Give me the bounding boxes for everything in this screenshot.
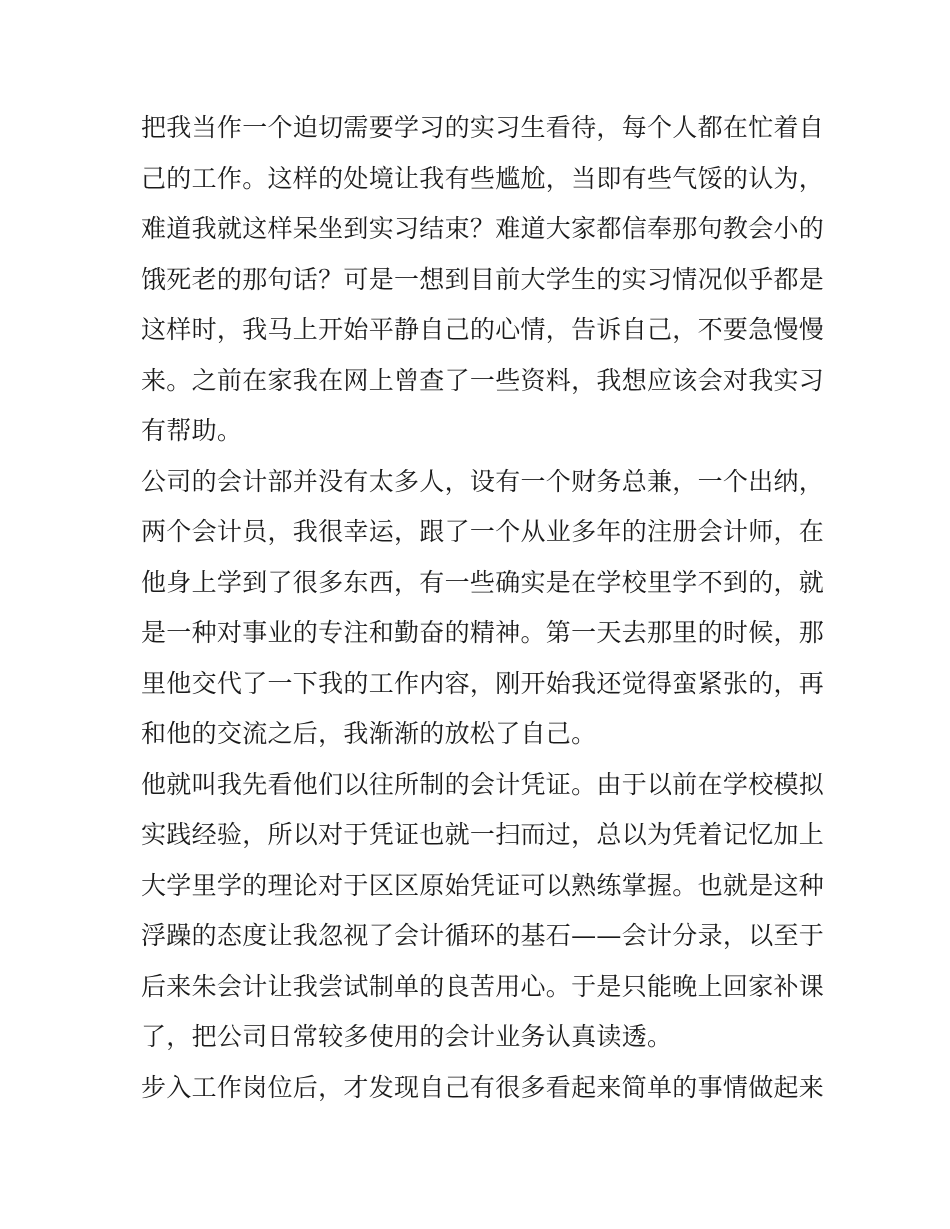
text-line: 把我当作一个迫切需要学习的实习生看待，每个人都在忙着自 bbox=[141, 113, 825, 142]
text-line: 来。之前在家我在网上曾查了一些资料，我想应该会对我实习 bbox=[141, 365, 825, 395]
text-line: 公司的会计部并没有太多人，设有一个财务总兼，一个出纳， bbox=[141, 466, 825, 496]
text-line: 大学里学的理论对于区区原始凭证可以熟练掌握。也就是这种 bbox=[141, 870, 825, 900]
text-line: 他就叫我先看他们以往所制的会计凭证。由于以前在学校模拟 bbox=[141, 769, 825, 799]
body-text bbox=[141, 103, 825, 1113]
text-line: 浮躁的态度让我忽视了会计循环的基石——会计分录，以至于 bbox=[141, 921, 825, 950]
text-line: 他身上学到了很多东西，有一些确实是在学校里学不到的，就 bbox=[141, 567, 825, 597]
text-line: 有帮助。 bbox=[141, 416, 243, 445]
text-line: 了，把公司日常较多使用的会计业务认真读透。 bbox=[141, 1022, 673, 1051]
text-line: 后来朱会计让我尝试制单的良苦用心。于是只能晚上回家补课 bbox=[141, 971, 825, 1001]
text-line: 实践经验，所以对于凭证也就一扫而过，总以为凭着记忆加上 bbox=[141, 820, 825, 849]
text-line: 和他的交流之后，我渐渐的放松了自己。 bbox=[141, 719, 597, 748]
text-line: 步入工作岗位后，才发现自己有很多看起来简单的事情做起来 bbox=[141, 1072, 825, 1102]
text-line: 难道我就这样呆坐到实习结束？难道大家都信奉那句教会小的 bbox=[141, 214, 825, 243]
text-line: 饿死老的那句话？可是一想到目前大学生的实习情况似乎都是 bbox=[141, 264, 825, 294]
text-line: 己的工作。这样的处境让我有些尴尬，当即有些气馁的认为， bbox=[141, 163, 825, 193]
text-line: 这样时，我马上开始平静自己的心情，告诉自己，不要急慢慢 bbox=[141, 315, 825, 344]
text-line: 里他交代了一下我的工作内容，刚开始我还觉得蛮紧张的，再 bbox=[141, 668, 825, 698]
text-line: 两个会计员，我很幸运，跟了一个从业多年的注册会计师，在 bbox=[141, 517, 825, 546]
text-line: 是一种对事业的专注和勤奋的精神。第一天去那里的时候，那 bbox=[141, 618, 825, 647]
